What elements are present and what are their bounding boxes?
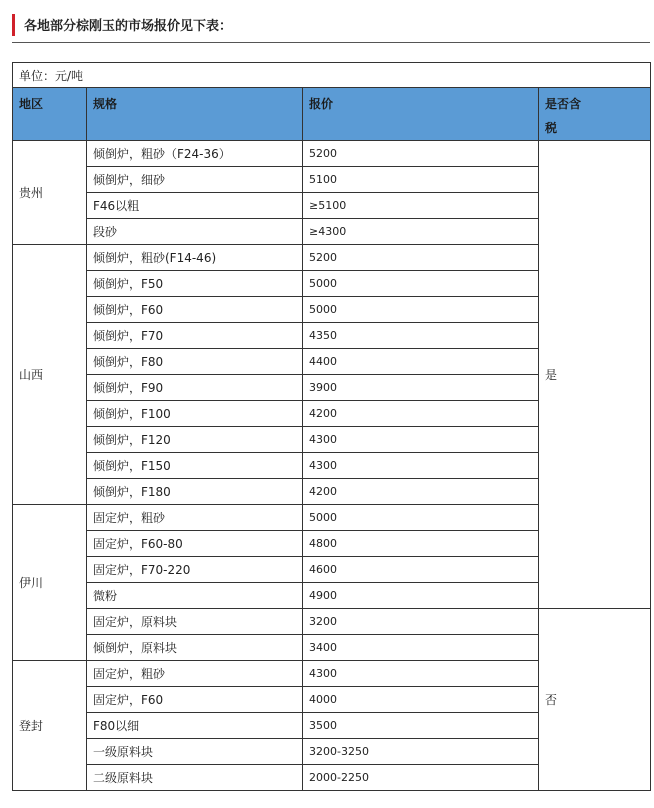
price-cell: 4400 [303, 349, 539, 375]
region-cell: 山西 [13, 245, 87, 505]
spec-cell: 倾倒炉，F80 [87, 349, 303, 375]
heading-accent-bar [12, 14, 15, 36]
region-cell: 伊川 [13, 505, 87, 661]
price-cell: 3500 [303, 713, 539, 739]
price-cell: 4600 [303, 557, 539, 583]
spec-cell: 倾倒炉，F90 [87, 375, 303, 401]
header-row [13, 88, 651, 141]
price-cell: ≥4300 [303, 219, 539, 245]
price-cell: 4300 [303, 427, 539, 453]
spec-cell: 一级原料块 [87, 739, 303, 765]
tax-cell-yes: 是 [539, 141, 651, 609]
price-cell: 4900 [303, 583, 539, 609]
column-header-price: 报价 [303, 88, 539, 141]
price-cell: 5000 [303, 297, 539, 323]
column-header-tax: 是否含税 [539, 88, 651, 141]
spec-cell: 倾倒炉，F180 [87, 479, 303, 505]
price-cell: 5200 [303, 141, 539, 167]
spec-cell: 倾倒炉，F70 [87, 323, 303, 349]
price-cell: 5000 [303, 505, 539, 531]
price-cell: 3200 [303, 609, 539, 635]
spec-cell: 段砂 [87, 219, 303, 245]
spec-cell: 倾倒炉，粗砂（F24-36） [87, 141, 303, 167]
price-cell: 5100 [303, 167, 539, 193]
price-cell: 4350 [303, 323, 539, 349]
spec-cell: 固定炉，F70-220 [87, 557, 303, 583]
price-cell: 5200 [303, 245, 539, 271]
price-cell: 4200 [303, 401, 539, 427]
column-header-spec: 规格 [87, 88, 303, 141]
price-cell: 4000 [303, 687, 539, 713]
spec-cell: 固定炉，粗砂 [87, 661, 303, 687]
spec-cell: 倾倒炉，F120 [87, 427, 303, 453]
spec-cell: 倾倒炉，粗砂(F14-46) [87, 245, 303, 271]
price-cell: 2000-2250 [303, 765, 539, 791]
heading-text: 各地部分棕刚玉的市场报价见下表： [24, 19, 233, 34]
spec-cell: 固定炉，粗砂 [87, 505, 303, 531]
spec-cell: F46以粗 [87, 193, 303, 219]
price-cell: 3400 [303, 635, 539, 661]
spec-cell: 固定炉，F60 [87, 687, 303, 713]
unit-row [13, 63, 651, 88]
spec-cell: F80以细 [87, 713, 303, 739]
spec-cell: 固定炉，原料块 [87, 609, 303, 635]
spec-cell: 倾倒炉，原料块 [87, 635, 303, 661]
price-cell: ≥5100 [303, 193, 539, 219]
spec-cell: 倾倒炉，F100 [87, 401, 303, 427]
price-cell: 3900 [303, 375, 539, 401]
tax-cell-no: 否 [539, 609, 651, 791]
price-cell: 4300 [303, 661, 539, 687]
spec-cell: 二级原料块 [87, 765, 303, 791]
spec-cell: 倾倒炉，F50 [87, 271, 303, 297]
price-table [12, 62, 651, 791]
spec-cell: 固定炉，F60-80 [87, 531, 303, 557]
price-cell: 4200 [303, 479, 539, 505]
spec-cell: 倾倒炉，F60 [87, 297, 303, 323]
price-cell: 3200-3250 [303, 739, 539, 765]
unit-label: 单位：元/吨 [13, 63, 651, 88]
column-header-region: 地区 [13, 88, 87, 141]
spec-cell: 微粉 [87, 583, 303, 609]
spec-cell: 倾倒炉，F150 [87, 453, 303, 479]
spec-cell: 倾倒炉，细砂 [87, 167, 303, 193]
price-table-body [13, 141, 651, 791]
price-cell: 4300 [303, 453, 539, 479]
table-row [13, 609, 651, 635]
price-cell: 4800 [303, 531, 539, 557]
table-row [13, 141, 651, 167]
region-cell: 贵州 [13, 141, 87, 245]
region-cell: 登封 [13, 661, 87, 791]
price-cell: 5000 [303, 271, 539, 297]
section-heading [12, 10, 650, 43]
